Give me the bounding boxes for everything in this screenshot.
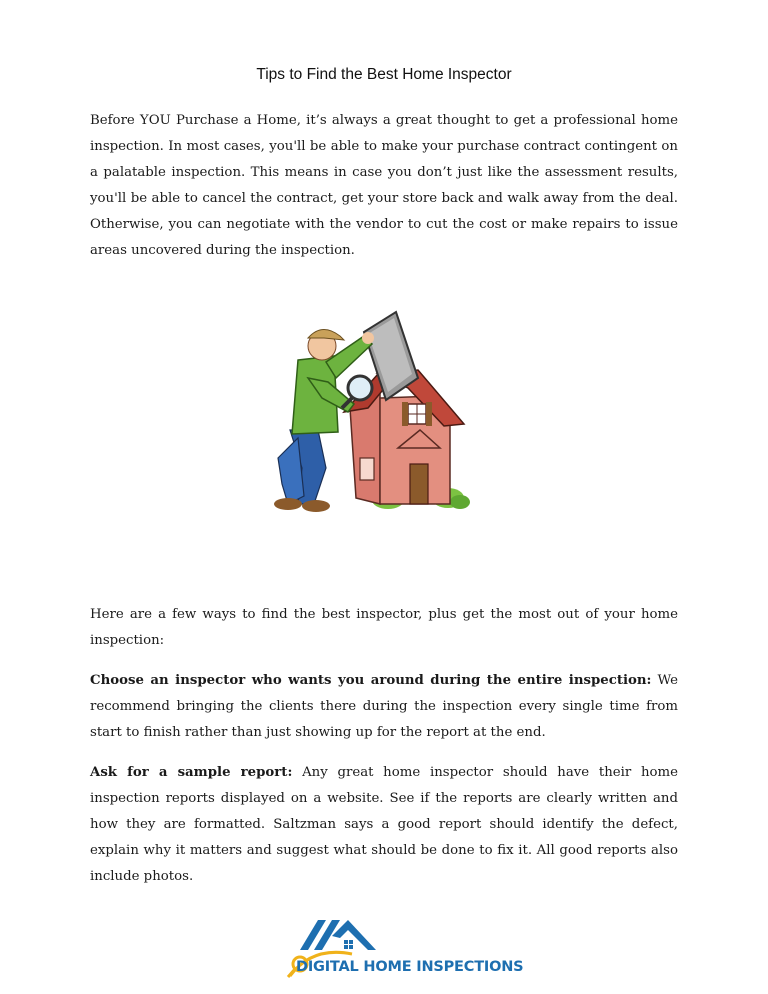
intro-paragraph: Before YOU Purchase a Home, it’s always a great thought to get a professional home inspection. In most cases, you'll be able to make your purchase contract contingent on a palatable inspection. This means in case you don’t just like the assessment results, you'll be able to cancel the contract, get your store back and walk away from the deal. Otherwise, you can negotiate with the vendor to cut the cost or make repairs to issue areas uncovered during the inspection. [90,113,678,258]
tip-heading: Choose an inspector who wants you around during the entire inspection: [90,673,652,688]
tip-paragraph [90,760,678,890]
tip-body: Any great home inspector should have their home inspection reports displayed on a website. See if the reports are clearly written and how they are formatted. Saltzman says a good report should identify the defect, explain why it matters and suggest what should be done to fix it. All good reports also include photos. [90,765,678,884]
document-title: Tips to Find the Best Home Inspector [256,66,512,83]
ways-intro-paragraph: Here are a few ways to find the best inspector, plus get the most out of your home inspection: [90,607,678,648]
tip-paragraph [90,668,678,746]
tip-body: We recommend bringing the clients there during the inspection every single time from start to finish rather than just showing up for the report at the end. [90,673,678,740]
tip-heading: Ask for a sample report: [90,765,293,780]
logo-wordmark: DIGITAL HOME INSPECTIONS [296,959,524,975]
inspector-house-illustration [268,308,498,518]
